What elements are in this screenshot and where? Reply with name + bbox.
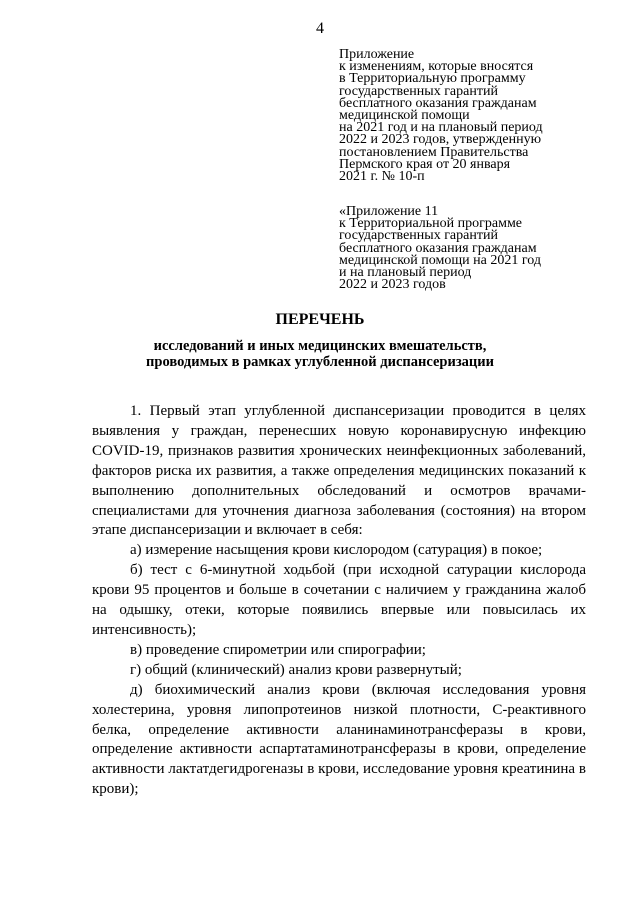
appendix-header-line: Приложение [339,47,415,62]
paragraph: б) тест с 6-минутной ходьбой (при исходной сатурации кислорода крови 95 процентов и больше в сочетании с наличием у гражданина жалоб на одышку, отеки, которые появились впервые или повысилась их интенсивность); [92,562,586,638]
appendix-11-line: к Территориальной программе [339,216,523,232]
paragraph: в) проведение спирометрии или спирографии; [130,641,426,658]
document-title: ПЕРЕЧЕНЬ [275,311,365,328]
paragraph: г) общий (клинический) анализ крови развернутый; [130,661,462,678]
appendix-header-line: на 2021 год и на плановый период [339,120,543,136]
appendix-11-line: государственных гарантий [339,228,498,244]
appendix-header-line: государственных гарантий [339,83,498,99]
appendix-header-line: 2022 и 2023 годов, утвержденную [339,132,542,148]
appendix-header-line: к изменениям, которые вносятся [339,59,534,75]
page-number: 4 [316,20,324,37]
appendix-11-line: медицинской помощи на 2021 год [339,252,541,268]
subtitle-line: проводимых в рамках углубленной диспансеризации [146,353,494,370]
appendix-header-line: 2021 г. № 10-п [339,169,425,185]
appendix-header [339,49,579,183]
appendix-11-header [339,206,579,291]
paragraph: д) биохимический анализ крови (включая исследования уровня холестерина, уровня липопротеинов низкой плотности, С-реактивного белка, определение активности аланинаминотрансферазы в крови, определение активности аспартатаминотрансферазы в крови, определение активности лактатдегидрогеназы в крови, исследование уровня креатинина в крови); [92,681,586,798]
appendix-header-line: в Территориальную программу [339,71,526,87]
appendix-11-line: 2022 и 2023 годов [339,277,446,293]
paragraph: а) измерение насыщения крови кислородом (сатурация) в покое; [130,542,543,559]
appendix-11-line: и на плановый период [339,265,472,281]
document-subtitle [0,339,640,370]
paragraph: 1. Первый этап углубленной диспансеризации проводится в целях выявления у граждан, перенесших новую коронавирусную инфекцию COVID-19, признаков развития хронических неинфекционных заболеваний, факторов риска их развития, а также определения медицинских показаний к выполнению дополнительных обследований и осмотров врачами-специалистами для уточнения диагноза заболевания (состояния) на втором этапе диспансеризации и включает в себя: [92,403,586,539]
appendix-header-line: бесплатного оказания гражданам [339,95,537,111]
appendix-header-line: постановлением Правительства [339,144,529,160]
appendix-11-line: «Приложение 11 [339,204,439,219]
appendix-11-line: бесплатного оказания гражданам [339,240,537,256]
document-body [92,402,586,800]
appendix-header-line: медицинской помощи [339,108,470,124]
appendix-header-line: Пермского края от 20 января [339,156,511,172]
subtitle-line: исследований и иных медицинских вмешательств, [153,338,487,354]
